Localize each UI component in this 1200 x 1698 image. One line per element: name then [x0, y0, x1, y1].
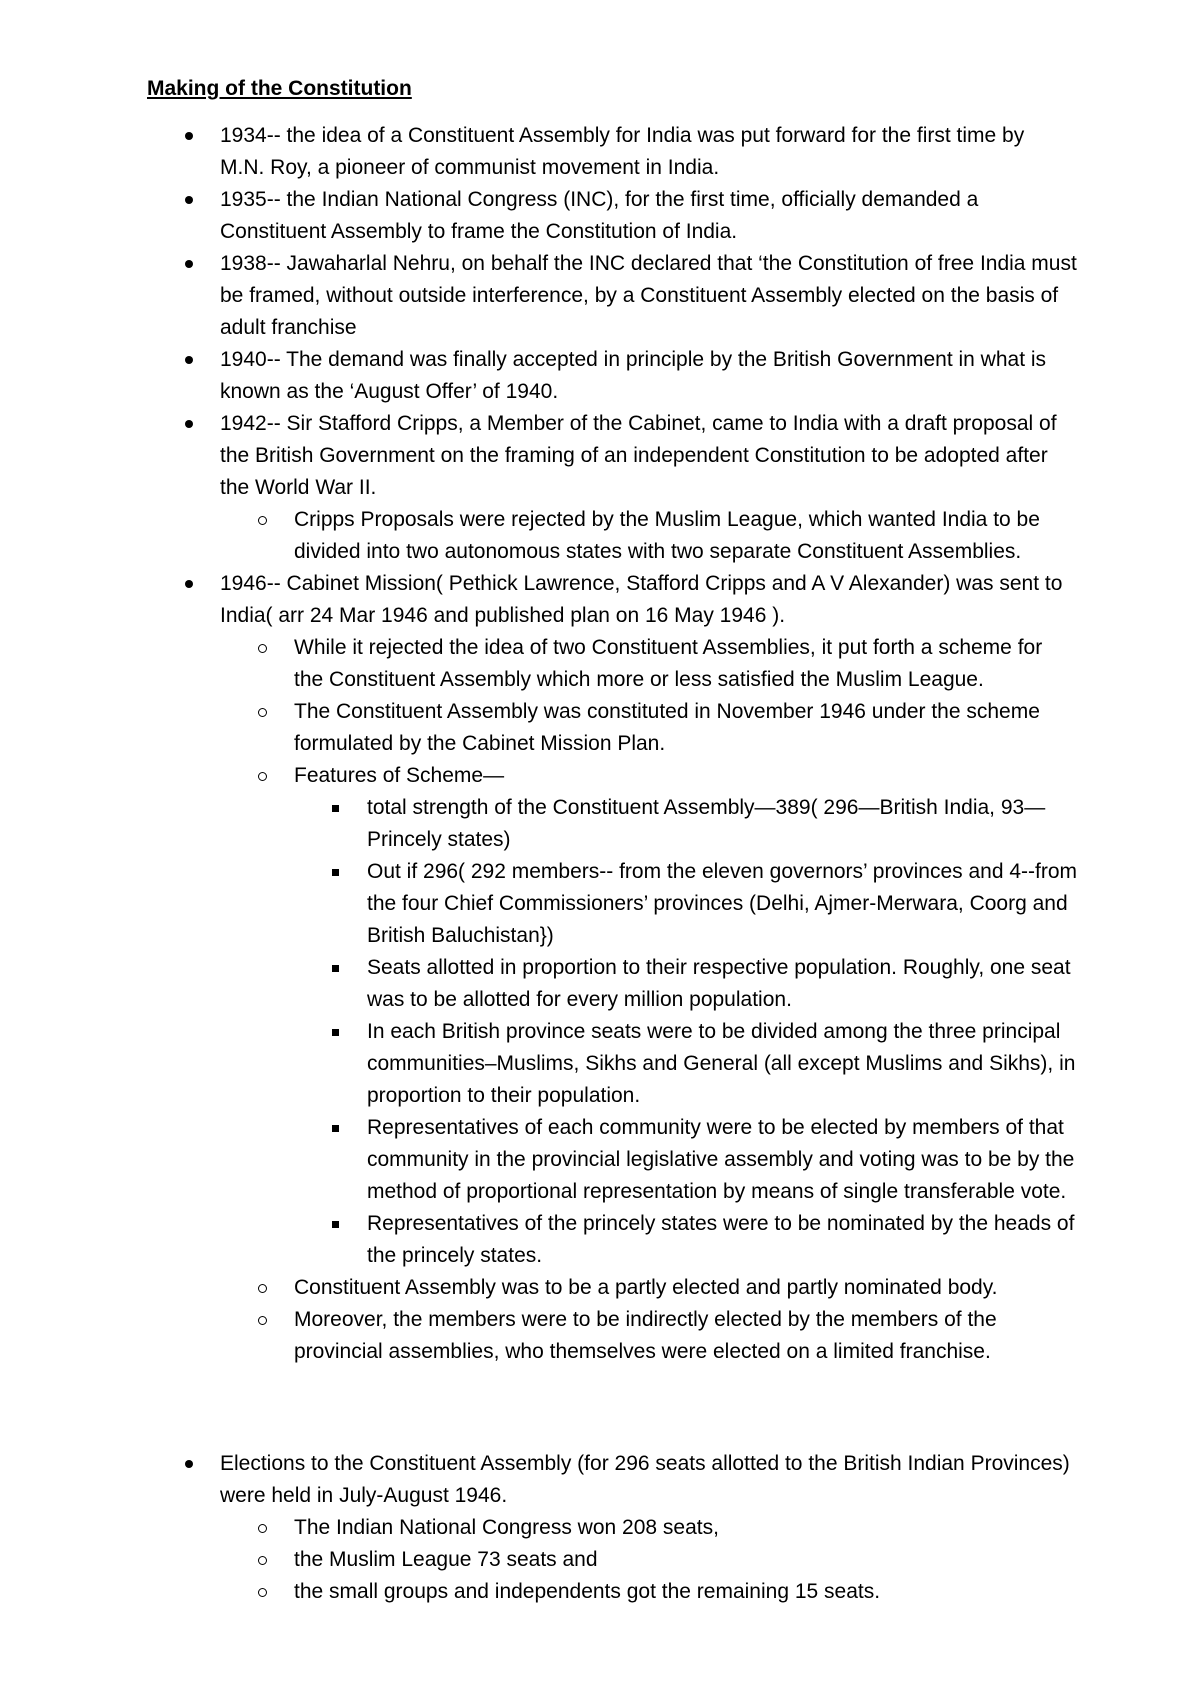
sub-item-line: the small groups and independents got the remaining 15 seats. — [294, 1580, 881, 1603]
circle-bullet-icon — [258, 644, 267, 653]
square-bullet-icon — [332, 1029, 339, 1036]
sub-item-line: Constituent Assembly was to be a partly elected and partly nominated body. — [294, 1276, 998, 1299]
list-item-line: Constituent Assembly to frame the Constitution of India. — [220, 220, 738, 243]
circle-bullet-icon — [258, 772, 267, 781]
sub-item-line: Moreover, the members were to be indirectly elected by the members of the — [294, 1308, 997, 1331]
bullet-icon — [185, 132, 193, 140]
circle-bullet-icon — [258, 1524, 267, 1533]
sub-sub-item-line: British Baluchistan}) — [367, 924, 554, 947]
list-item-line: were held in July-August 1946. — [220, 1484, 508, 1507]
sub-item-line: divided into two autonomous states with two separate Constituent Assemblies. — [294, 540, 1022, 563]
circle-bullet-icon — [258, 516, 267, 525]
page-title: Making of the Constitution — [147, 77, 412, 100]
list-item-line: 1940-- The demand was finally accepted in principle by the British Government in what is — [220, 348, 1047, 371]
list-item-line: the World War II. — [220, 476, 377, 499]
sub-sub-item-line: In each British province seats were to be divided among the three principal — [367, 1020, 1061, 1043]
circle-bullet-icon — [258, 1556, 267, 1565]
list-item-line: Elections to the Constituent Assembly (for 296 seats allotted to the British Indian Provinces) — [220, 1452, 1070, 1475]
circle-bullet-icon — [258, 1284, 267, 1293]
sub-item-line: the Muslim League 73 seats and — [294, 1548, 598, 1571]
circle-bullet-icon — [258, 708, 267, 717]
list-item-line: M.N. Roy, a pioneer of communist movement in India. — [220, 156, 720, 179]
sub-sub-item-line: Seats allotted in proportion to their respective population. Roughly, one seat — [367, 956, 1071, 979]
list-item-line: the British Government on the framing of an independent Constitution to be adopted after — [220, 444, 1048, 467]
list-item-line: be framed, without outside interference, by a Constituent Assembly elected on the basis of — [220, 284, 1059, 307]
bullet-icon — [185, 420, 193, 428]
list-item-line: India( arr 24 Mar 1946 and published plan on 16 May 1946 ). — [220, 604, 786, 627]
sub-item-line: formulated by the Cabinet Mission Plan. — [294, 732, 666, 755]
bullet-icon — [185, 196, 193, 204]
square-bullet-icon — [332, 805, 339, 812]
bullet-icon — [185, 580, 193, 588]
list-item-line: adult franchise — [220, 316, 357, 339]
list-item-line: known as the ‘August Offer’ of 1940. — [220, 380, 559, 403]
list-item-line: 1942-- Sir Stafford Cripps, a Member of the Cabinet, came to India with a draft proposal of — [220, 412, 1057, 435]
sub-sub-item-line: the four Chief Commissioners’ provinces (Delhi, Ajmer-Merwara, Coorg and — [367, 892, 1068, 915]
list-item-line: 1934-- the idea of a Constituent Assembly for India was put forward for the first time by — [220, 124, 1025, 147]
list-item-line: 1946-- Cabinet Mission( Pethick Lawrence, Stafford Cripps and A V Alexander) was sent to — [220, 572, 1063, 595]
sub-item-line: Cripps Proposals were rejected by the Muslim League, which wanted India to be — [294, 508, 1040, 531]
sub-sub-item-line: Representatives of the princely states were to be nominated by the heads of — [367, 1212, 1075, 1235]
sub-sub-item-line: Princely states) — [367, 828, 511, 851]
sub-sub-item-line: community in the provincial legislative assembly and voting was to be by the — [367, 1148, 1075, 1171]
circle-bullet-icon — [258, 1316, 267, 1325]
list-item-line: 1938-- Jawaharlal Nehru, on behalf the INC declared that ‘the Constitution of free India must — [220, 252, 1077, 275]
sub-sub-item-line: the princely states. — [367, 1244, 543, 1267]
bullet-icon — [185, 356, 193, 364]
sub-sub-item-line: method of proportional representation by means of single transferable vote. — [367, 1180, 1067, 1203]
sub-item-line: provincial assemblies, who themselves were elected on a limited franchise. — [294, 1340, 991, 1363]
sub-sub-item-line: total strength of the Constituent Assembly—389( 296—British India, 93— — [367, 796, 1046, 819]
sub-sub-item-line: Out if 296( 292 members-- from the eleven governors’ provinces and 4--from — [367, 860, 1078, 883]
bullet-icon — [185, 1460, 193, 1468]
sub-item-line: the Constituent Assembly which more or less satisfied the Muslim League. — [294, 668, 984, 691]
bullet-icon — [185, 260, 193, 268]
sub-sub-item-line: was to be allotted for every million population. — [367, 988, 792, 1011]
sub-sub-item-line: Representatives of each community were to be elected by members of that — [367, 1116, 1064, 1139]
sub-sub-item-line: proportion to their population. — [367, 1084, 641, 1107]
sub-item-line: The Constituent Assembly was constituted in November 1946 under the scheme — [294, 700, 1040, 723]
square-bullet-icon — [332, 965, 339, 972]
square-bullet-icon — [332, 869, 339, 876]
list-item-line: 1935-- the Indian National Congress (INC), for the first time, officially demanded a — [220, 188, 979, 211]
circle-bullet-icon — [258, 1588, 267, 1597]
sub-sub-item-line: communities–Muslims, Sikhs and General (all except Muslims and Sikhs), in — [367, 1052, 1076, 1075]
square-bullet-icon — [332, 1125, 339, 1132]
sub-item-line: Features of Scheme— — [294, 764, 505, 787]
square-bullet-icon — [332, 1221, 339, 1228]
sub-item-line: The Indian National Congress won 208 seats, — [294, 1516, 719, 1539]
sub-item-line: While it rejected the idea of two Constituent Assemblies, it put forth a scheme for — [294, 636, 1043, 659]
